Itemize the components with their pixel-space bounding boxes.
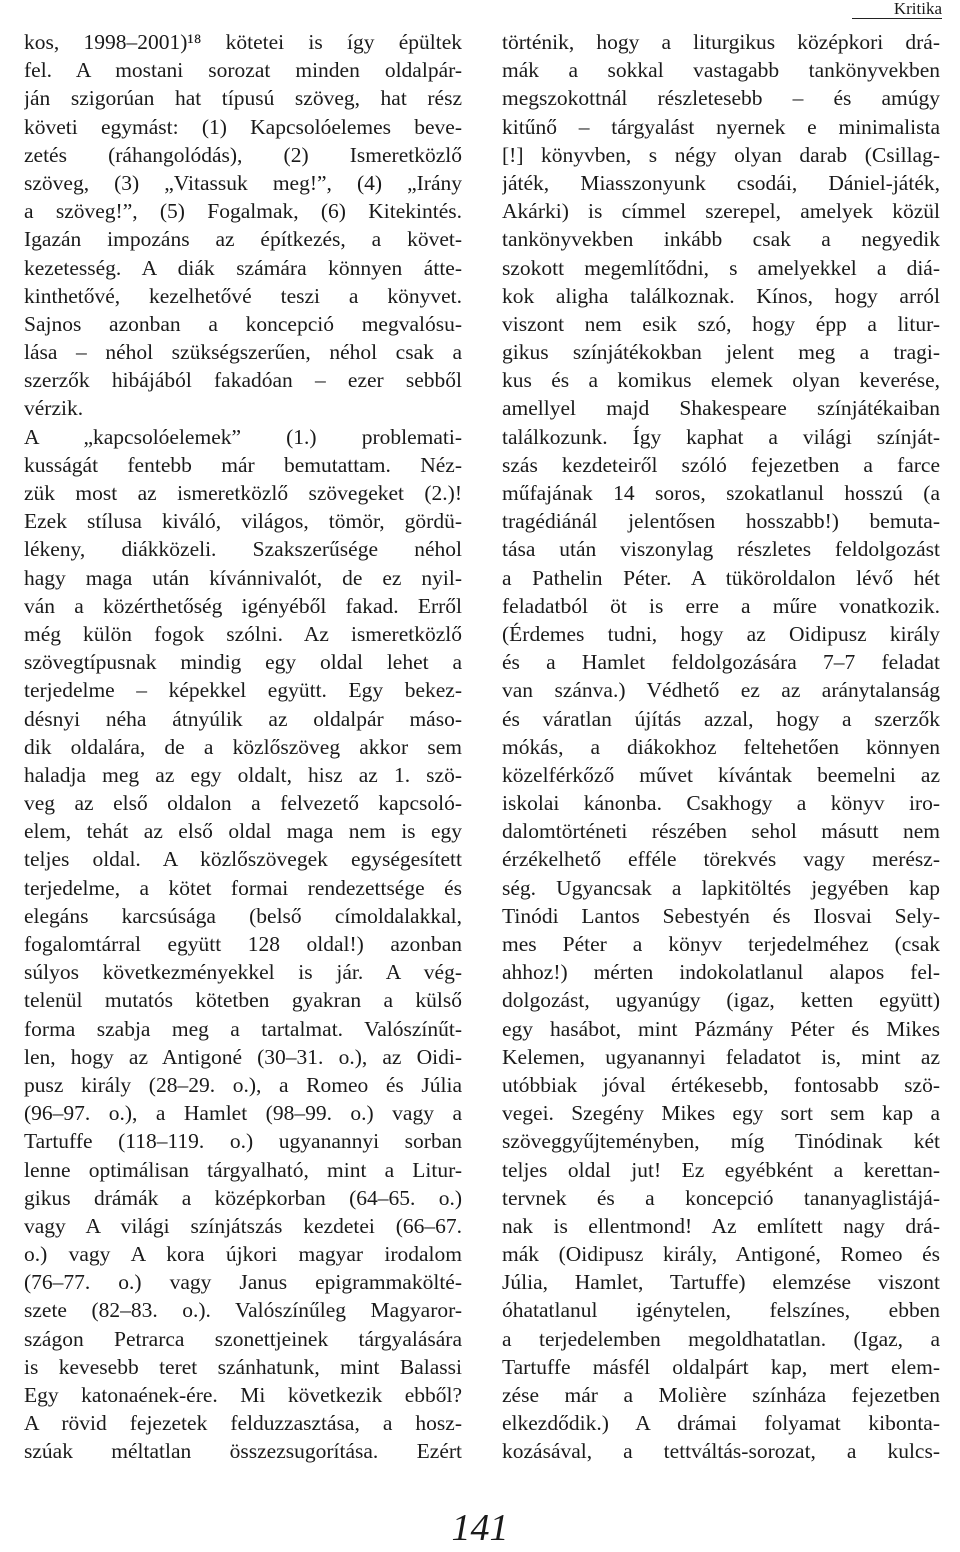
left-column-line: telenül mutatós kötetben gyakran a külső: [24, 988, 462, 1013]
left-column-line: kusságát fentebb már bemutattam. Néz-: [24, 452, 462, 477]
right-column-line: mák (Oidipusz király, Antigoné, Romeo és: [502, 1242, 940, 1267]
left-column-line: o.) vagy A kora újkori magyar irodalom: [24, 1242, 462, 1267]
right-column-line: van szánva.) Védhető ez az aránytalanság: [502, 678, 940, 703]
right-column-line: Tartuffe másfél oldalpárt kap, mert elem-: [502, 1354, 940, 1379]
right-column-line: szokott megemlítődni, s amelyekkel a diá-: [502, 255, 940, 280]
right-column-line: Kelemen, ugyanannyi feladatot is, mint az: [502, 1044, 940, 1069]
page-number: [0, 1508, 960, 1548]
section-label: Kritika: [893, 0, 942, 18]
left-column-line: zetés (ráhangolódás), (2) Ismeretközlő: [24, 142, 462, 167]
right-column-line: mák a sokkal vastagabb tankönyvekben: [502, 58, 940, 83]
left-column-line: elem, tehát az első oldal maga nem is egy: [24, 819, 462, 844]
right-column-line: kozásával, a tettváltás-sorozat, a kulcs-: [502, 1439, 940, 1464]
right-column-line: óhatatlanul igénytelen, felszínes, ebben: [502, 1298, 940, 1323]
left-column-line: A rövid fejezetek felduzzasztása, a hosz-: [24, 1411, 462, 1436]
left-column-line: Ezek stílusa kiváló, világos, tömör, gördü-: [24, 509, 462, 534]
right-column-line: tankönyvekben inkább csak a negyedik: [502, 227, 940, 252]
right-column-line: találkozunk. Így kaphat a világi színját-: [502, 424, 940, 449]
right-column-line: Júlia, Hamlet, Tartuffe) elemzése viszont: [502, 1270, 940, 1295]
right-column-line: [!] könyvben, s négy olyan darab (Csillag-: [502, 142, 940, 167]
right-column-line: mes Péter a könyv terjedelméhez (csak: [502, 932, 940, 956]
right-column-line: kus és a komikus elemek olyan keverése,: [502, 368, 940, 393]
left-column-line: len, hogy az Antigoné (30–31. o.), az Oidi-: [24, 1044, 462, 1069]
left-column-line: szúak méltatlan összezsugorítása. Ezért: [24, 1439, 462, 1464]
right-column-line: ahhoz!) mérten indokolatlanul alapos fel-: [502, 960, 940, 985]
right-column-line: Tinódi Lantos Sebestyén és Ilosvai Sely-: [502, 903, 940, 928]
left-column-line: elegáns karcsúsága (belső címoldalakkal,: [24, 903, 462, 928]
right-column-line: dalomtörténeti részében sehol másutt nem: [502, 819, 940, 844]
right-column-line: teljes oldal jut! Ez egyébként a kerettan-: [502, 1157, 940, 1182]
right-column-line: szás kezdeteiről szóló fejezetben a farce: [502, 452, 940, 477]
right-column: [502, 28, 940, 1466]
right-column-line: feladatból öt is erre a műre vonatkozik.: [502, 593, 940, 618]
right-column-line: iskolai kánonba. Csakhogy a könyv iro-: [502, 791, 940, 816]
right-column-line: megszokottnál részletesebb – és amúgy: [502, 86, 940, 111]
left-column-line: fel. A mostani sorozat minden oldalpár-: [24, 58, 462, 83]
left-column-line: szerzők hibájából fakadóan – ezer sebből: [24, 368, 462, 393]
left-column-line: désnyi néha átnyúlik az oldalpár máso-: [24, 706, 462, 731]
right-column-line: ség. Ugyancsak a lapkitöltés jegyében kap: [502, 875, 940, 900]
left-column-line: veg az első oldalon a felvezető kapcsoló-: [24, 791, 462, 816]
left-column-line: még külön fogok szólni. Az ismeretközlő: [24, 621, 462, 646]
left-column-line: vérzik.: [24, 396, 84, 421]
running-header: [894, 0, 942, 18]
left-column-line: ján szigorúan hat típusú szöveg, hat rész: [24, 86, 462, 111]
left-column-line: forma szabja meg a tartalmat. Valószínűt-: [24, 1016, 462, 1041]
right-column-line: a Pathelin Péter. A tükörоldalon lévő hét: [502, 565, 940, 590]
right-column-line: érzékelhető efféle törekvés vagy merész-: [502, 847, 940, 872]
left-column-line: szete (82–83. o.). Valószínűleg Magyaror-: [24, 1298, 462, 1323]
left-column-line: súlyos következményekkel is jár. A vég-: [24, 960, 462, 985]
left-column-line: Igazán impozáns az építkezés, a követ-: [24, 227, 462, 252]
right-column-line: elkezdődik.) A drámai folyamat kibonta-: [502, 1411, 940, 1436]
left-column-line: zük most az ismeretközlő szövegeket (2.)!: [24, 481, 462, 505]
right-column-line: tragédiánál jelentősen hosszabb!) bemuta-: [502, 509, 940, 534]
left-column-line: kezetesség. A diák számára könnyen átte-: [24, 255, 462, 280]
left-column-line: terjedelme – képekkel együtt. Egy bekez-: [24, 678, 462, 703]
right-column-line: játék, Miasszonyunk csodái, Dániel-játék,: [502, 170, 940, 195]
left-column-line: A „kapcsolóelemek” (1.) problemati-: [24, 424, 462, 449]
left-column-line: követi egymást: (1) Kapcsolóelemes beve-: [24, 114, 462, 139]
left-column-line: pusz király (28–29. o.), a Romeo és Júlia: [24, 1072, 462, 1097]
left-column-line: fogalomtárral együtt 128 oldal!) azonban: [24, 932, 462, 956]
left-column-line: szágon Petrarca szonettjeinek tárgyalására: [24, 1326, 462, 1351]
right-column-line: műfajának 14 soros, szokatlanul hosszú (a: [502, 481, 940, 505]
right-column-line: kitűnő – tárgyalást nyernek e minimalista: [502, 114, 940, 139]
right-column-line: gikus színjátékokban jelent meg a tragi-: [502, 340, 940, 365]
left-column-line: a szöveg!”, (5) Fogalmak, (6) Kitekintés.: [24, 199, 462, 224]
left-column-line: kinthetővé, kezelhetővé teszi a könyvet.: [24, 283, 462, 308]
left-column-line: lása – néhol szükségszerűen, néhol csak a: [24, 340, 462, 365]
left-column-line: dik oldalára, de a közlőszöveg akkor sem: [24, 734, 462, 759]
right-column-line: nak is ellentmond! Az említett nagy drá-: [502, 1213, 940, 1238]
left-column-line: szöveg, (3) „Vitassuk meg!”, (4) „Irány: [24, 170, 462, 195]
left-column-line: terjedelme, a kötet formai rendezettsége és: [24, 875, 462, 900]
right-column-line: viszont nem esik szó, hogy épp a litur-: [502, 311, 940, 336]
left-column-line: lékeny, diákközeli. Szakszerűsége néhol: [24, 537, 462, 562]
right-column-line: mókás, a diákokhoz feltehetően könnyen: [502, 734, 940, 759]
left-column-line: (96–97. o.), a Hamlet (98–99. o.) vagy a: [24, 1101, 462, 1126]
right-column-line: szöveggyűjteményben, míg Tinódinak két: [502, 1129, 940, 1154]
right-column-line: amellyel majd Shakespeare színjátékaiban: [502, 396, 940, 421]
right-column-line: Akárki) is címmel szerepel, amelyek közül: [502, 199, 940, 224]
right-column-line: kok aligha találkoznak. Kínos, hogy arról: [502, 283, 940, 308]
right-column-line: vegei. Szegény Mikes egy sort sem kap a: [502, 1101, 940, 1126]
left-column-line: ván a közérthetőség igényéből fakad. Erről: [24, 593, 462, 618]
left-column-line: Sajnos azonban a koncepció megvalósu-: [24, 311, 462, 336]
left-column-line: (76–77. o.) vagy Janus epigrammakölté-: [24, 1270, 462, 1295]
right-column-line: és a Hamlet feldolgozására 7–7 feladat: [502, 650, 940, 675]
left-column-line: kos, 1998–2001)¹⁸ kötetei is így épültek: [24, 30, 462, 54]
left-column-line: haladja meg az egy oldalt, hisz az 1. szö-: [24, 762, 462, 787]
left-column: [24, 28, 462, 1466]
left-column-line: hagy maga után kívánnivalót, de ez nyil-: [24, 565, 462, 590]
right-column-line: (Érdemes tudni, hogy az Oidipusz király: [502, 621, 940, 646]
left-column-line: szövegtípusnak mindig egy oldal lehet a: [24, 650, 462, 675]
header-rule: [852, 18, 942, 19]
left-column-line: lenne optimálisan tárgyalható, mint a Litur-: [24, 1157, 462, 1182]
right-column-line: zése már a Molière színháza fejezetben: [502, 1383, 940, 1407]
left-column-line: Egy katonaének-ére. Mi következik ebből?: [24, 1383, 462, 1407]
right-column-line: tervnek és a koncepció tananyaglistájá-: [502, 1185, 940, 1210]
right-column-line: dolgozást, ugyanúgy (igaz, ketten együtt): [502, 988, 940, 1013]
right-column-line: a terjedelemben megoldhatatlan. (Igaz, a: [502, 1326, 940, 1351]
right-column-line: közelférkőző művet kívántak beemelni az: [502, 762, 940, 787]
left-column-line: teljes oldal. A közlőszövegek egységesített: [24, 847, 462, 872]
right-column-line: utóbbiak jóval értékesebb, fontosabb szö-: [502, 1072, 940, 1097]
right-column-line: tása után viszonylag részletes feldolgozást: [502, 537, 940, 562]
left-column-line: Tartuffe (118–119. o.) ugyanannyi sorban: [24, 1129, 462, 1154]
left-column-line: is kevesebb teret szánhatunk, mint Balassi: [24, 1354, 462, 1379]
right-column-line: történik, hogy a liturgikus középkori drá-: [502, 30, 940, 54]
left-column-line: gikus drámák a középkorban (64–65. o.): [24, 1185, 462, 1210]
right-column-line: és váratlan újítás azzal, hogy a szerzők: [502, 706, 940, 731]
right-column-line: egy hasábot, mint Pázmány Péter és Mikes: [502, 1016, 940, 1041]
left-column-line: vagy A világi színjátszás kezdetei (66–67.: [24, 1213, 462, 1238]
page-number-text: 141: [451, 1507, 509, 1549]
